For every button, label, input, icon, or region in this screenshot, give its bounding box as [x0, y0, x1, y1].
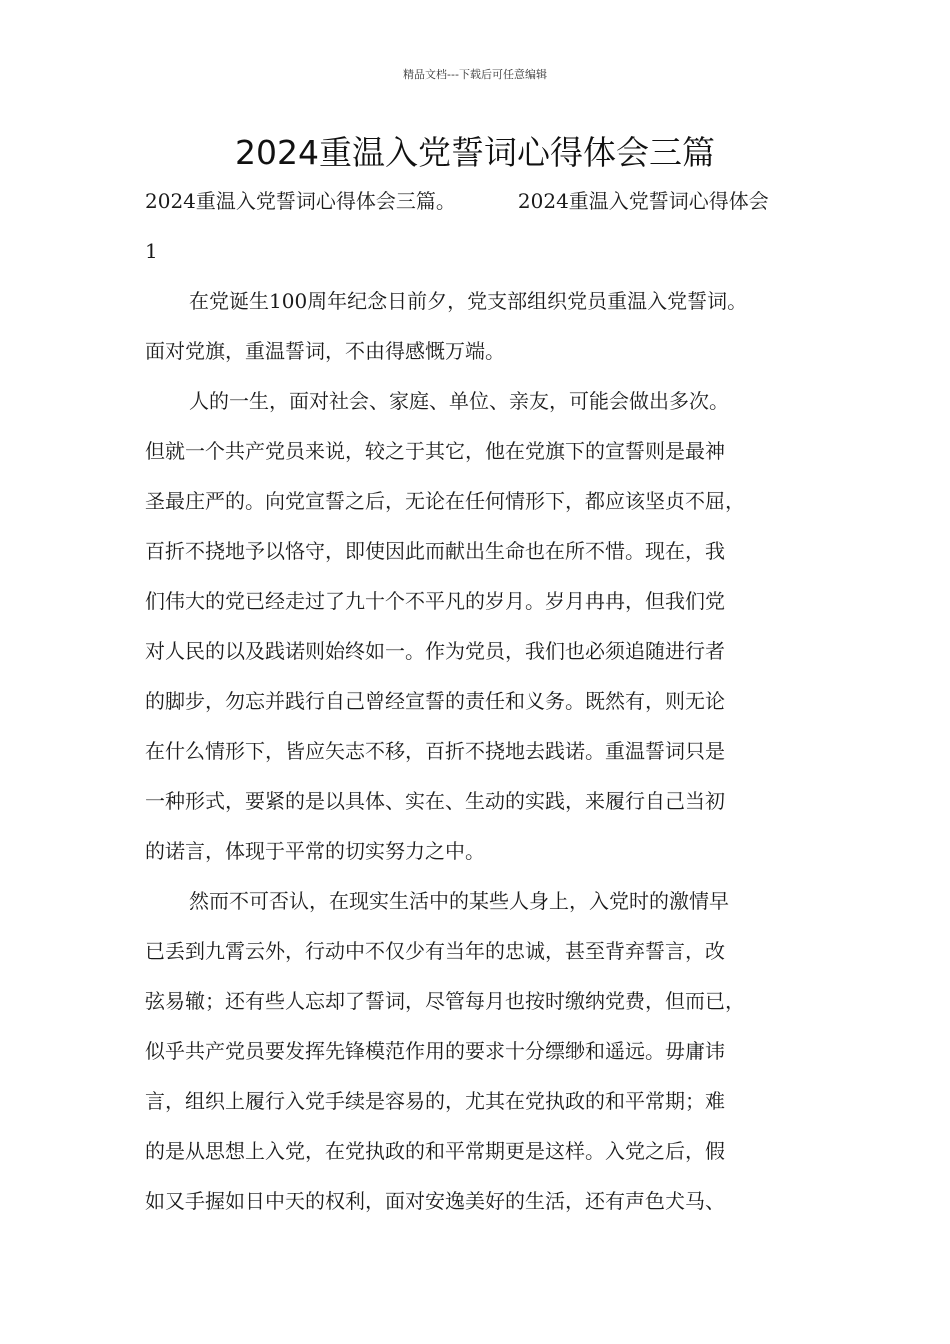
- paragraph-line: 在什么情形下，皆应矢志不移，百折不挠地去践诺。重温誓词只是: [145, 739, 725, 763]
- paragraph-line: 圣最庄严的。向党宣誓之后，无论在任何情形下，都应该坚贞不屈，: [145, 489, 745, 513]
- paragraph-line: 似乎共产党员要发挥先锋模范作用的要求十分缥缈和遥远。毋庸讳: [145, 1039, 725, 1063]
- paragraph-line: 的诺言，体现于平常的切实努力之中。: [145, 839, 485, 863]
- paragraph-line: 面对党旗，重温誓词，不由得感慨万端。: [145, 339, 505, 363]
- subtitle-right: 2024重温入党誓词心得体会: [517, 189, 769, 213]
- paragraph-line: 弦易辙；还有些人忘却了誓词，尽管每月也按时缴纳党费，但而已，: [145, 989, 745, 1013]
- paragraph-line: 如又手握如日中天的权利，面对安逸美好的生活，还有声色犬马、: [145, 1189, 725, 1213]
- paragraph-line: 然而不可否认，在现实生活中的某些人身上，入党时的激情早: [189, 889, 729, 913]
- paragraph-line: 言，组织上履行入党手续是容易的，尤其在党执政的和平常期；难: [145, 1089, 725, 1113]
- subtitle-left: 2024重温入党誓词心得体会三篇。: [145, 189, 456, 213]
- paragraph-line: 的是从思想上入党，在党执政的和平常期更是这样。入党之后，假: [145, 1139, 725, 1163]
- page-header: 精品文档---下载后可任意编辑: [403, 68, 547, 81]
- section-number: 1: [145, 239, 158, 263]
- subtitle-row: [145, 176, 825, 226]
- paragraph-line: 百折不挠地予以恪守，即使因此而献出生命也在所不惜。现在，我: [145, 539, 725, 563]
- paragraph-line: 但就一个共产党员来说，较之于其它，他在党旗下的宣誓则是最神: [145, 439, 725, 463]
- paragraph-line: 对人民的以及践诺则始终如一。作为党员，我们也必须追随进行者: [145, 639, 725, 663]
- paragraph-line: 们伟大的党已经走过了九十个不平凡的岁月。岁月冉冉，但我们党: [145, 589, 725, 613]
- paragraph-line: 人的一生，面对社会、家庭、单位、亲友，可能会做出多次。: [189, 389, 729, 413]
- document-body: [145, 176, 825, 1226]
- document-title: 2024重温入党誓词心得体会三篇: [235, 133, 715, 172]
- paragraph-line: 的脚步，勿忘并践行自己曾经宣誓的责任和义务。既然有，则无论: [145, 689, 725, 713]
- paragraph-line: 在党诞生100周年纪念日前夕，党支部组织党员重温入党誓词。: [189, 289, 748, 313]
- paragraph-line: 一种形式，要紧的是以具体、实在、生动的实践，来履行自己当初: [145, 789, 725, 813]
- paragraph-line: 已丢到九霄云外，行动中不仅少有当年的忠诚，甚至背弃誓言，改: [145, 939, 725, 963]
